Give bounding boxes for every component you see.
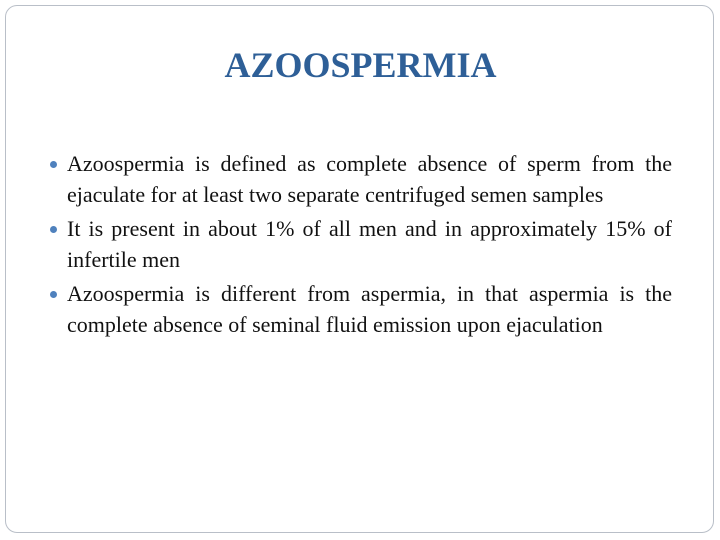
slide (5, 5, 714, 533)
bullet-item (50, 278, 672, 340)
slide-title: AZOOSPERMIA (224, 45, 497, 85)
bullet-item (50, 148, 672, 210)
bullet-list (50, 148, 672, 343)
bullet-text: Azoospermia is defined as complete absence of sperm from the ejaculate for at least two separate centrifuged semen samples (67, 151, 672, 207)
bullet-item (50, 213, 672, 275)
bullet-dot-icon (50, 161, 57, 168)
bullet-text: Azoospermia is different from aspermia, in that aspermia is the complete absence of seminal fluid emission upon ejaculation (67, 281, 672, 337)
bullet-dot-icon (50, 226, 57, 233)
bullet-text: It is present in about 1% of all men and in approximately 15% of infertile men (67, 216, 672, 272)
bullet-dot-icon (50, 291, 57, 298)
